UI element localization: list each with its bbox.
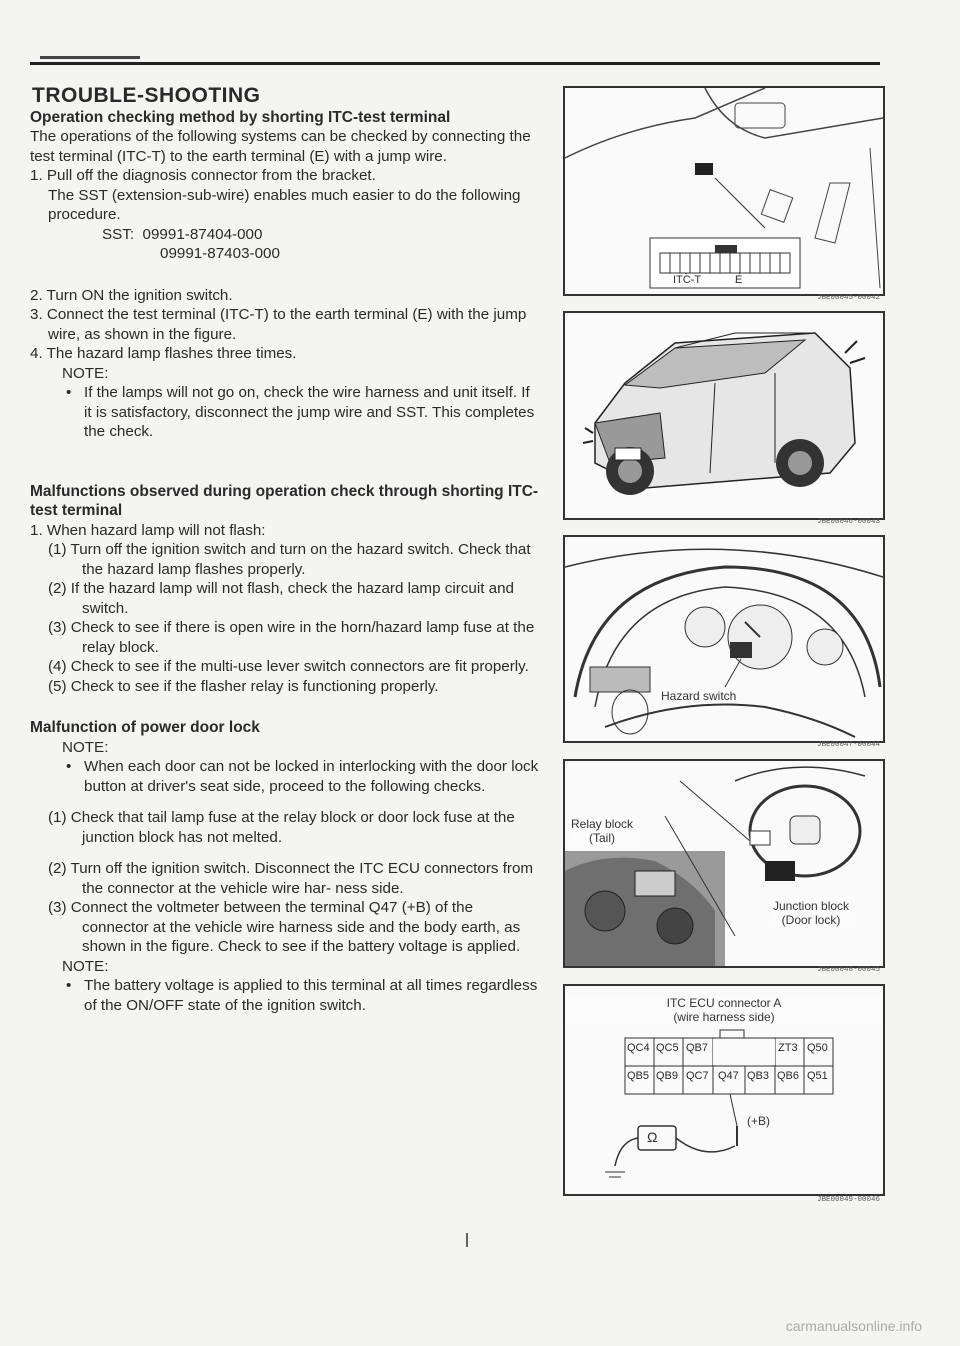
figure-relay-junction-block [563, 759, 885, 968]
step-3: 3. Connect the test terminal (ITC-T) to the earth terminal (E) with the jump wire, as shown in the figure. [30, 306, 527, 343]
section2-heading: Malfunctions observed during operation check through shorting ITC-test terminal [30, 482, 539, 519]
figure-code-5: JBE00049-00046 [816, 1196, 880, 1204]
pin-qc4: QC4 [627, 1042, 650, 1054]
pin-qb5: QB5 [627, 1070, 650, 1082]
figure-code-3: JBE00047-00044 [816, 741, 880, 749]
note-label: NOTE: [62, 364, 109, 382]
item-1: 1. When hazard lamp will not flash: [30, 521, 266, 539]
sst-number-1: 09991-87404-000 [142, 225, 263, 243]
text-column [30, 86, 540, 1015]
step-4: 4. The hazard lamp flashes three times. [30, 345, 297, 362]
pin-qb6: QB6 [777, 1070, 800, 1082]
e-terminal-label: E [735, 274, 743, 286]
door-sub-1: (1) Check that tail lamp fuse at the relay block or door lock fuse at the junction block has not melted. [48, 809, 515, 846]
figure-code-1: JBE00045-00042 [816, 294, 880, 302]
sub-item-3: (3) Check to see if there is open wire in the horn/hazard lamp fuse at the relay block. [48, 619, 535, 656]
sub-item-4: (4) Check to see if the multi-use lever switch connectors are fit properly. [48, 658, 529, 675]
diagnosis-connector-drawing [565, 88, 883, 294]
section1-heading: Operation checking method by shorting ITC-test terminal [30, 108, 451, 126]
pin-qb9: QB9 [656, 1070, 679, 1082]
note-label-3: NOTE: [62, 957, 109, 975]
figure-hazard-switch [563, 535, 885, 743]
figure-vehicle [563, 311, 885, 520]
dashboard-drawing [565, 537, 883, 741]
pin-qc5: QC5 [656, 1042, 679, 1054]
ohm-meter-icon: Ω [647, 1129, 658, 1145]
connector-title: ITC ECU connector A (wire harness side) [565, 996, 883, 1024]
hazard-switch-label: Hazard switch [661, 689, 737, 703]
pin-qb7: QB7 [686, 1042, 709, 1054]
page-marker [466, 1233, 468, 1247]
note-bullet-2: • When each door can not be locked in interlocking with the door lock button at driver's seat side, proceed to the following checks. [30, 757, 540, 796]
figure-diagnosis-connector [563, 86, 885, 296]
section3-heading: Malfunction of power door lock [30, 719, 260, 736]
watermark: carmanualsonline.info [785, 1318, 922, 1334]
pin-zt3: ZT3 [778, 1042, 798, 1054]
sst-line-1: SST: 09991-87404-000 [102, 225, 263, 243]
pin-q51: Q51 [807, 1070, 828, 1082]
top-rule-mark [40, 56, 140, 59]
vehicle-drawing [565, 313, 883, 518]
note-bullet: • If the lamps will not go on, check the wire harness and unit itself. If it is satisfactory, disconnect the jump wire and SST. This completes the check. [30, 383, 540, 442]
step-1: 1. Pull off the diagnosis connector from the bracket. [30, 167, 376, 184]
pin-qb3: QB3 [747, 1070, 770, 1082]
sub-item-5: (5) Check to see if the flasher relay is functioning properly. [48, 677, 439, 695]
sub-item-2: (2) If the hazard lamp will not flash, check the hazard lamp circuit and switch. [48, 580, 514, 617]
figure-code-4: JBE00048-00045 [816, 966, 880, 974]
page-title: TROUBLE-SHOOTING [32, 84, 261, 107]
top-rule [30, 62, 880, 65]
itc-t-label: ITC-T [673, 274, 702, 286]
pin-q50: Q50 [807, 1042, 828, 1054]
sst-number-2: 09991-87403-000 [160, 245, 280, 262]
relay-block-label: Relay block (Tail) [571, 817, 634, 845]
pin-q47: Q47 [718, 1070, 739, 1082]
plus-b-label: (+B) [747, 1114, 771, 1128]
section1-intro: The operations of the following systems can be checked by connecting the test terminal (ITC-T) to the earth terminal (E) with a jump wire. [30, 128, 531, 165]
note-label-2: NOTE: [62, 738, 109, 756]
note-bullet-3: • The battery voltage is applied to this terminal at all times regardless of the ON/OFF state of the ignition switch. [30, 976, 540, 1015]
figure-itc-ecu-connector [563, 984, 885, 1196]
figure-code-2: JBE00046-00043 [816, 518, 880, 526]
step-1-detail: The SST (extension-sub-wire) enables much easier to do the following procedure. [48, 186, 521, 223]
sub-item-1: (1) Turn off the ignition switch and turn on the hazard switch. Check that the hazard lamp flashes properly. [48, 541, 531, 578]
pin-qc7: QC7 [686, 1070, 709, 1082]
step-2: 2. Turn ON the ignition switch. [30, 286, 233, 304]
junction-block-label: Junction block (Door lock) [773, 899, 850, 927]
door-sub-2: (2) Turn off the ignition switch. Disconnect the ITC ECU connectors from the connector at the vehicle wire har- ness side. [48, 860, 534, 897]
engine-bay-drawing [565, 761, 883, 966]
door-sub-3: (3) Connect the voltmeter between the terminal Q47 (+B) of the connector at the vehicle wire harness side and the body earth, as shown in the figure. Check to see if the battery voltage is applied. [48, 899, 521, 955]
